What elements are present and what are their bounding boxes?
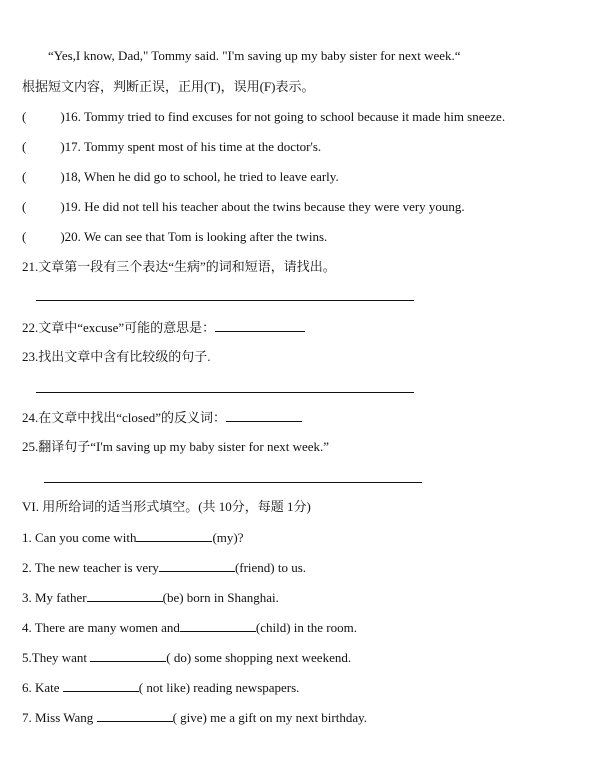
fill-item-prefix: 5.They want [22,650,91,665]
fill-item-3 [22,589,279,606]
fill-blank[interactable] [97,709,173,722]
question-23: 23.找出文章中含有比较级的句子. [22,349,211,364]
fill-blank[interactable] [136,529,212,542]
answer-line-23[interactable] [36,392,414,393]
fill-blank[interactable] [90,649,166,662]
fill-item-6 [22,679,299,696]
fill-item-suffix: ( do) some shopping next weekend. [166,650,352,665]
question-number: )17. [60,139,81,154]
statement-text: Tommy tried to find excuses for not going to school because it made him sneeze. [83,109,506,124]
question-24-text: 24.在文章中找出“closed”的反义词： [22,410,227,425]
question-21: 21.文章第一段有三个表达“生病”的词和短语，请找出。 [22,259,336,274]
fill-item-suffix: ( not like) reading newspapers. [138,680,300,695]
fill-item-prefix: 2. The new teacher is very [22,560,159,575]
fill-item-1 [22,529,244,546]
question-number: )18, [60,169,81,184]
tf-item-20 [22,229,327,245]
tf-item-16 [22,109,505,125]
question-24 [22,409,302,426]
question-22 [22,319,305,336]
fill-blank[interactable] [63,679,139,692]
answer-blank-22[interactable] [215,319,305,332]
answer-paren-open: ( [22,229,27,244]
section-vi-title: VI. 用所给词的适当形式填空。(共 10分，每题 1分) [22,499,311,514]
answer-paren-open: ( [22,199,27,214]
tf-item-17 [22,139,321,155]
fill-item-4 [22,619,357,636]
fill-item-7 [22,709,367,726]
fill-item-prefix: 1. Can you come with [22,530,137,545]
statement-text: Tommy spent most of his time at the doctor's. [83,139,322,154]
fill-blank[interactable] [180,619,256,632]
fill-item-suffix: (friend) to us. [234,560,307,575]
question-22-text: 22.文章中“excuse”可能的意思是： [22,320,216,335]
story-last-line: “Yes,I know, Dad," Tommy said. "I'm saving up my baby sister for next week.“ [48,48,461,63]
fill-item-prefix: 7. Miss Wang [22,710,97,725]
answer-paren-open: ( [22,169,27,184]
answer-blank-24[interactable] [226,409,302,422]
question-number: )19. [60,199,81,214]
fill-item-5 [22,649,351,666]
fill-item-prefix: 3. My father [22,590,87,605]
fill-blank[interactable] [159,559,235,572]
fill-item-prefix: 4. There are many women and [22,620,180,635]
fill-item-suffix: (be) born in Shanghai. [162,590,279,605]
fill-item-suffix: (child) in the room. [255,620,357,635]
fill-item-suffix: (my)? [212,530,244,545]
question-25: 25.翻译句子“I'm saving up my baby sister for next week.” [22,439,330,454]
fill-item-2 [22,559,306,576]
question-number: )20. [60,229,81,244]
statement-text: We can see that Tom is looking after the twins. [83,229,328,244]
answer-paren-open: ( [22,109,27,124]
answer-line-25[interactable] [44,482,422,483]
answer-line-21[interactable] [36,300,414,301]
fill-item-suffix: ( give) me a gift on my next birthday. [172,710,368,725]
statement-text: When he did go to school, he tried to leave early. [83,169,339,184]
statement-text: He did not tell his teacher about the twins because they were very young. [84,199,465,214]
tf-instruction: 根据短文内容，判断正误，正用(T)，误用(F)表示。 [22,79,315,94]
tf-item-19 [22,199,465,215]
question-number: )16. [60,109,81,124]
answer-paren-open: ( [22,139,27,154]
tf-item-18 [22,169,339,185]
fill-item-prefix: 6. Kate [22,680,63,695]
fill-blank[interactable] [87,589,163,602]
